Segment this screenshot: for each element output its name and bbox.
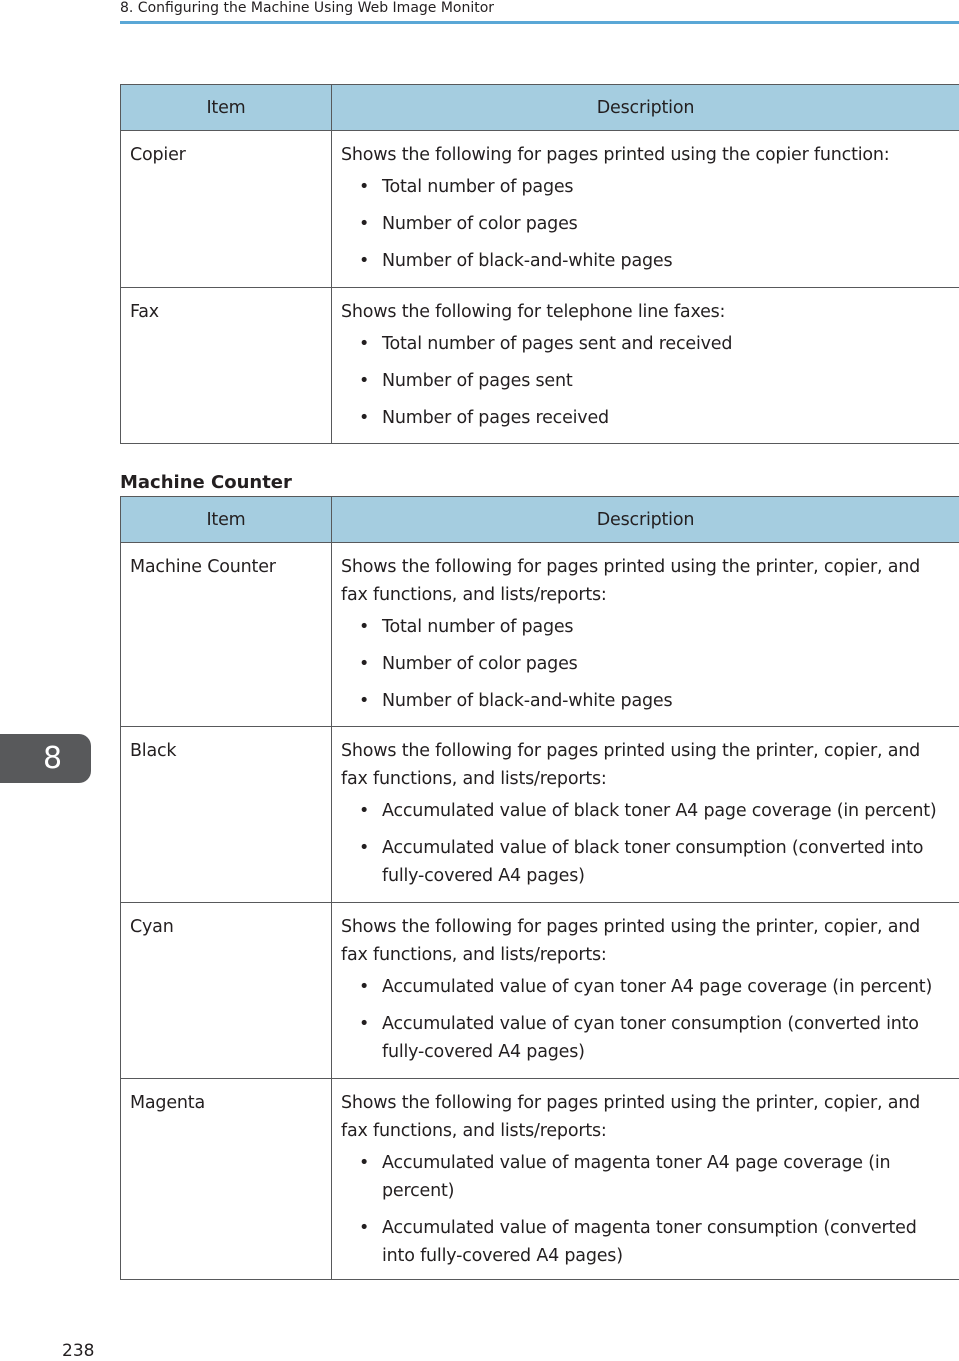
bullet-list <box>341 173 950 275</box>
description-cell <box>332 543 959 727</box>
bullet-list <box>341 613 950 715</box>
description-intro: Shows the following for pages printed using the printer, copier, and fax functions, and lists/reports: <box>341 553 950 609</box>
item-cell: Cyan <box>121 903 332 1079</box>
bullet-item: • Number of pages sent <box>341 367 950 395</box>
description-intro: Shows the following for pages printed using the printer, copier, and fax functions, and lists/reports: <box>341 737 950 793</box>
column-header-description: Description <box>332 85 959 131</box>
bullet-list <box>341 330 950 432</box>
bullet-item: • Accumulated value of black toner consumption (converted into fully-covered A4 pages) <box>341 834 950 890</box>
bullet-item: • Accumulated value of cyan toner A4 page coverage (in percent) <box>341 973 950 1001</box>
table-row <box>121 543 959 727</box>
description-intro: Shows the following for telephone line faxes: <box>341 298 950 326</box>
bullet-list <box>341 1149 950 1270</box>
bullet-item: • Number of black-and-white pages <box>341 687 950 715</box>
page-number: 238 <box>62 1341 94 1361</box>
bullet-item: • Accumulated value of magenta toner A4 page coverage (in percent) <box>341 1149 950 1205</box>
bullet-item: • Total number of pages <box>341 613 950 641</box>
description-intro: Shows the following for pages printed using the printer, copier, and fax functions, and lists/reports: <box>341 913 950 969</box>
chapter-tab: 8 <box>0 734 91 783</box>
bullet-item: • Number of pages received <box>341 404 950 432</box>
bullet-item: • Number of black-and-white pages <box>341 247 950 275</box>
item-cell: Fax <box>121 288 332 444</box>
bullet-item: • Total number of pages <box>341 173 950 201</box>
section-heading: Machine Counter <box>120 470 292 496</box>
bullet-item: • Accumulated value of black toner A4 page coverage (in percent) <box>341 797 950 825</box>
description-intro: Shows the following for pages printed using the copier function: <box>341 141 950 169</box>
item-cell: Copier <box>121 131 332 288</box>
machine-counter-table <box>120 496 959 1280</box>
bullet-list <box>341 797 950 890</box>
column-header-item: Item <box>121 497 332 543</box>
running-header: 8. Configuring the Machine Using Web Image Monitor <box>120 0 959 16</box>
bullet-item: • Total number of pages sent and received <box>341 330 950 358</box>
column-header-description: Description <box>332 497 959 543</box>
item-cell: Magenta <box>121 1079 332 1280</box>
header-rule <box>120 21 959 24</box>
bullet-item: • Number of color pages <box>341 650 950 678</box>
table-row <box>121 727 959 903</box>
bullet-item: • Accumulated value of cyan toner consumption (converted into fully-covered A4 pages) <box>341 1010 950 1066</box>
column-header-item: Item <box>121 85 332 131</box>
table-row <box>121 903 959 1079</box>
item-cell: Black <box>121 727 332 903</box>
description-intro: Shows the following for pages printed using the printer, copier, and fax functions, and lists/reports: <box>341 1089 950 1145</box>
table-header-row <box>121 85 959 131</box>
table-header-row <box>121 497 959 543</box>
table-row <box>121 288 959 444</box>
bullet-item: • Accumulated value of magenta toner consumption (converted into fully-covered A4 pages) <box>341 1214 950 1270</box>
table-row <box>121 1079 959 1280</box>
bullet-item: • Number of color pages <box>341 210 950 238</box>
bullet-list <box>341 973 950 1066</box>
description-cell <box>332 1079 959 1280</box>
item-cell: Machine Counter <box>121 543 332 727</box>
description-cell <box>332 903 959 1079</box>
description-cell <box>332 727 959 903</box>
description-cell <box>332 131 959 288</box>
counter-table <box>120 84 959 444</box>
table-row <box>121 131 959 288</box>
description-cell <box>332 288 959 444</box>
